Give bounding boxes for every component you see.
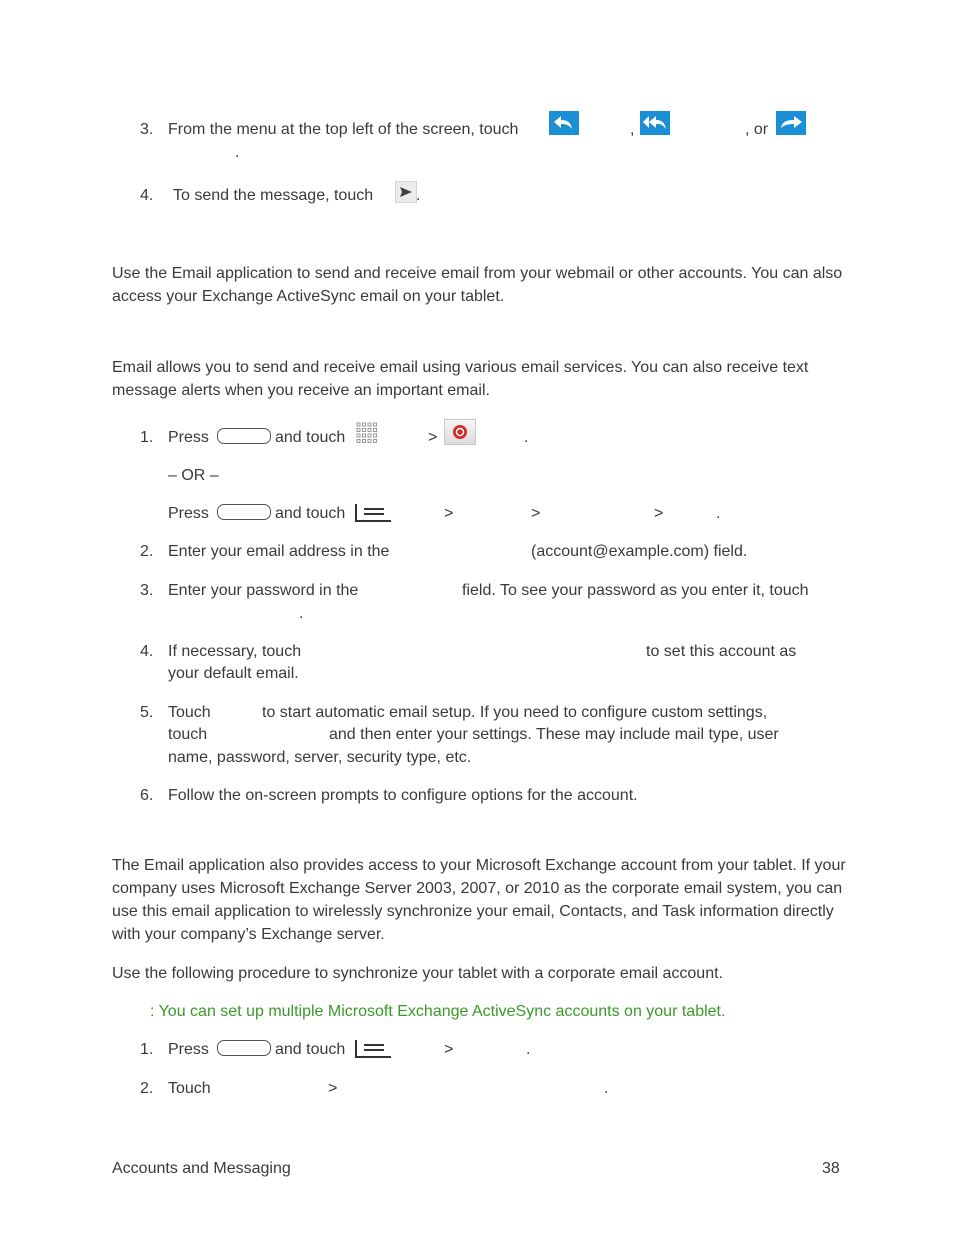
- step-text: Touch: [168, 1080, 211, 1097]
- home-key-icon: [217, 428, 271, 444]
- exchange-paragraph: The Email application also provides access to your Microsoft Exchange account from your tablet. If your company uses Microsoft Exchange Server 2003, 2007, or 2010 as the corporate email system, you can use this email application to wirelessly synchronize your email, Contacts, and Task information directly with your company’s Exchange server.: [112, 857, 846, 943]
- step-text: Press: [168, 429, 209, 446]
- step-text: >: [444, 1041, 454, 1058]
- step-period: .: [299, 605, 304, 622]
- step-text: >: [328, 1080, 338, 1097]
- step-period: .: [235, 144, 240, 161]
- step-text: From the menu at the top left of the screen, touch: [168, 121, 519, 138]
- step-text: If necessary, touch: [168, 643, 302, 660]
- step-text: Press: [168, 1041, 209, 1058]
- step-number: 4.: [140, 187, 154, 204]
- step-text: name, password, server, security type, etc.: [168, 749, 472, 766]
- step-period: .: [416, 187, 421, 204]
- step-period: .: [716, 505, 721, 522]
- forward-icon: [776, 111, 806, 135]
- step-text: field. To see your password as you enter it, touch: [462, 582, 809, 599]
- note-text: : You can set up multiple Microsoft Exchange ActiveSync accounts on your tablet.: [150, 1003, 726, 1020]
- step-text: To send the message, touch: [173, 187, 374, 204]
- step-number: 2.: [140, 543, 154, 560]
- step-text: to set this account as: [646, 643, 797, 660]
- email-app-icon: [444, 419, 476, 445]
- step-number: 6.: [140, 787, 154, 804]
- home-key-icon: [217, 1040, 271, 1056]
- step-text: Press: [168, 505, 209, 522]
- separator: ,: [630, 121, 635, 138]
- menu-key-icon: [355, 504, 391, 522]
- step-text: >: [444, 505, 454, 522]
- step-text: and touch: [275, 505, 346, 522]
- email-paragraph: Email allows you to send and receive email using various email services. You can also receive text message alerts when you receive an important email.: [112, 359, 809, 399]
- procedure-paragraph: Use the following procedure to synchronize your tablet with a corporate email account.: [112, 965, 723, 982]
- step-number: 1.: [140, 1041, 154, 1058]
- step-text: Touch: [168, 704, 211, 721]
- page-number: 38: [822, 1160, 840, 1177]
- step-text: >: [654, 505, 664, 522]
- step-number: 2.: [140, 1080, 154, 1097]
- apps-icon: [356, 422, 378, 444]
- step-number: 5.: [140, 704, 154, 721]
- step-period: .: [526, 1041, 531, 1058]
- step-text: Enter your password in the: [168, 582, 359, 599]
- step-text: >: [531, 505, 541, 522]
- step-text: and touch: [275, 1041, 346, 1058]
- step-text: to start automatic email setup. If you need to configure custom settings,: [262, 704, 768, 721]
- step-text: touch: [168, 726, 208, 743]
- step-text: your default email.: [168, 665, 299, 682]
- separator-or: , or: [745, 121, 769, 138]
- step-number: 1.: [140, 429, 154, 446]
- step-text: Follow the on-screen prompts to configure options for the account.: [168, 787, 638, 804]
- step-text: and touch: [275, 429, 346, 446]
- reply-all-icon: [640, 111, 670, 135]
- step-period: .: [604, 1080, 609, 1097]
- menu-key-icon: [355, 1040, 391, 1058]
- footer-section: Accounts and Messaging: [112, 1160, 291, 1177]
- reply-icon: [549, 111, 579, 135]
- step-text: (account@example.com) field.: [531, 543, 748, 560]
- step-period: .: [524, 429, 529, 446]
- step-number: 4.: [140, 643, 154, 660]
- intro-paragraph: Use the Email application to send and receive email from your webmail or other accounts. You can also access your Exchange ActiveSync email on your tablet.: [112, 265, 843, 305]
- or-separator: – OR –: [168, 467, 219, 484]
- step-number: 3.: [140, 121, 154, 138]
- step-text: >: [428, 429, 438, 446]
- home-key-icon: [217, 504, 271, 520]
- step-text: Enter your email address in the: [168, 543, 390, 560]
- step-text: and then enter your settings. These may include mail type, user: [329, 726, 779, 743]
- step-number: 3.: [140, 582, 154, 599]
- send-icon: [395, 181, 417, 203]
